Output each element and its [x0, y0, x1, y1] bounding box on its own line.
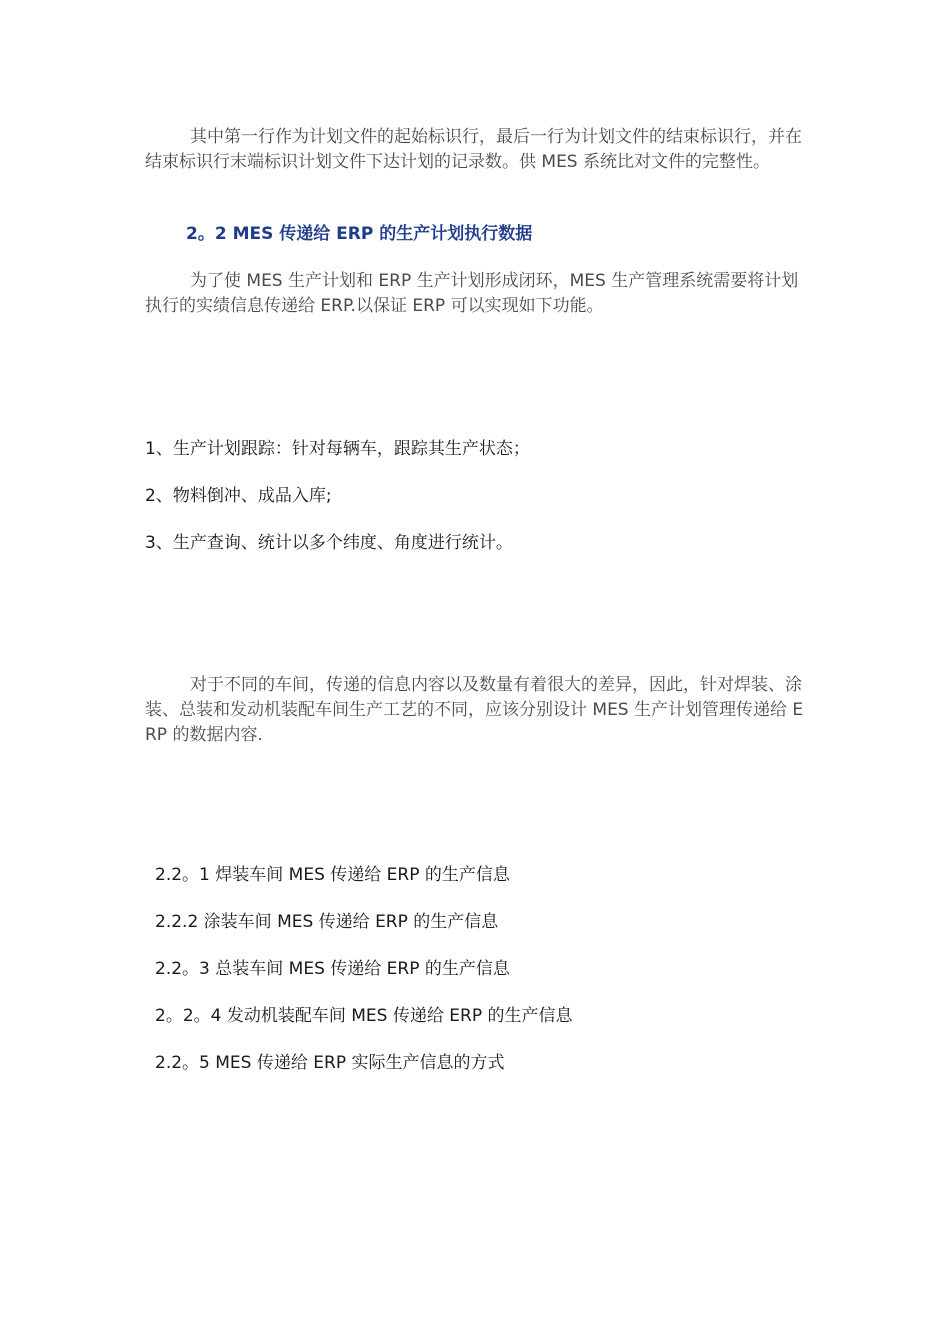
subsection-2-2-3-assembly: 2.2。3 总装车间 MES 传递给 ERP 的生产信息: [155, 959, 510, 979]
paragraph-plan-file-markers: 其中第一行作为计划文件的起始标识行，最后一行为计划文件的结束标识行，并在结束标识行末端标识计划文件下达计划的记录数。供 MES 系统比对文件的完整性。: [145, 127, 802, 172]
paragraph-closed-loop: 为了使 MES 生产计划和 ERP 生产计划形成闭环，MES 生产管理系统需要将计划执行的实绩信息传递给 ERP.以保证 ERP 可以实现如下功能。: [145, 271, 799, 316]
subsection-2-2-4-engine-assembly: 2。2。4 发动机装配车间 MES 传递给 ERP 的生产信息: [155, 1006, 573, 1026]
subsection-2-2-5-transfer-method: 2.2。5 MES 传递给 ERP 实际生产信息的方式: [155, 1053, 505, 1073]
subsection-2-2-1-welding: 2.2。1 焊装车间 MES 传递给 ERP 的生产信息: [155, 865, 510, 885]
list-item-plan-tracking: 1、生产计划跟踪：针对每辆车，跟踪其生产状态；: [145, 439, 530, 459]
section-heading-2-2: 2。2 MES 传递给 ERP 的生产计划执行数据: [186, 224, 533, 244]
list-item-production-query: 3、生产查询、统计以多个纬度、角度进行统计。: [145, 533, 513, 553]
list-item-material-backflush: 2、物料倒冲、成品入库;: [145, 486, 332, 506]
subsection-2-2-2-painting: 2.2.2 涂装车间 MES 传递给 ERP 的生产信息: [155, 912, 499, 932]
paragraph-workshop-differences: 对于不同的车间，传递的信息内容以及数量有着很大的差异，因此，针对焊装、涂装、总装和发动机装配车间生产工艺的不同，应该分别设计 MES 生产计划管理传递给 ERP 的数据内容.: [145, 675, 804, 745]
